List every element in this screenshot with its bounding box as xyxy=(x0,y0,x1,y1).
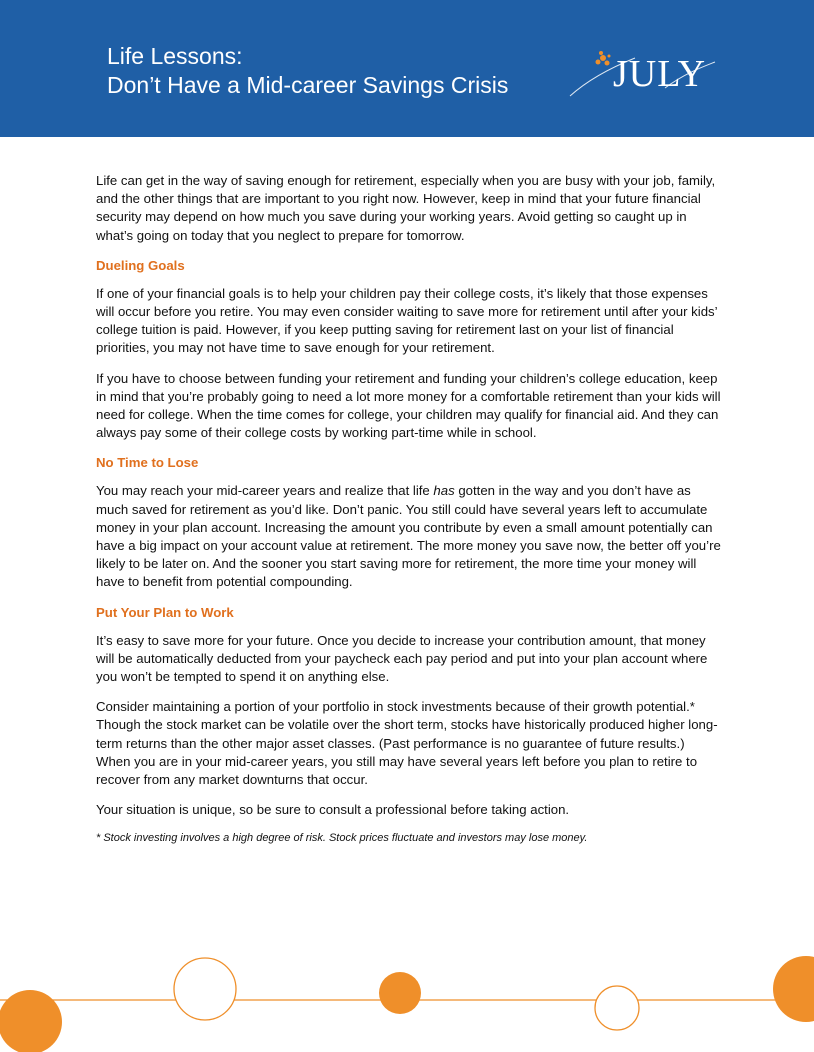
paragraph: It’s easy to save more for your future. Once you decide to increase your contribution amount, that money will be automatically deducted from your paycheck each pay period and put into your plan account where you won’t be tempted to spend it on anything else. xyxy=(96,632,708,685)
paragraph: Your situation is unique, so be sure to consult a professional before taking action. xyxy=(96,802,570,818)
paragraph: Consider maintaining a portion of your portfolio in stock investments because of their growth potential.* Though the stock market can be volatile over the short term, stocks have historically produced higher long-term returns than the other major asset classes. (Past performance is no guarantee of future results.) When you are in your mid-career years, you still may have several years left before you plan to retire to recover from any market downturns that occur. xyxy=(96,699,718,788)
header-banner xyxy=(0,0,814,137)
section-heading-put-your-plan-to-work: Put Your Plan to Work xyxy=(96,604,234,620)
paragraph xyxy=(96,482,722,591)
decoration-circle-outline xyxy=(174,958,236,1020)
footer-decoration xyxy=(0,950,814,1052)
footnote: * Stock investing involves a high degree of risk. Stock prices fluctuate and investors may lose money. xyxy=(96,832,588,845)
text-run: You may reach your mid-career years and realize that life xyxy=(96,483,434,499)
title-line-1: Life Lessons: xyxy=(107,43,243,69)
article-body xyxy=(96,172,722,858)
paragraph: If one of your financial goals is to help your children pay their college costs, it’s likely that those expenses will occur before you retire. You may even consider waiting to save more for retirement until after your kids’ college tuition is paid. However, if you keep putting saving for retirement last on your list of financial priorities, you may not have time to save enough for your retirement. xyxy=(96,285,718,356)
section-heading-no-time-to-lose: No Time to Lose xyxy=(96,455,199,471)
logo-wordmark: JULY xyxy=(613,53,707,95)
intro-paragraph: Life can get in the way of saving enough for retirement, especially when you are busy with your job, family, and the other things that are important to you right now. However, keep in mind that your future financial security may depend on how much you save during your working years. Avoid getting so caught up in what’s going on today that you neglect to prepare for tomorrow. xyxy=(96,173,716,243)
paragraph: If you have to choose between funding your retirement and funding your children’s college education, keep in mind that you’re probably going to need a lot more money for a comfortable retirement than your kids will need for college. When the time comes for college, your children may qualify for financial aid. And they can always pay some of their college costs by working part-time while in school. xyxy=(96,370,721,441)
decoration-circle-filled xyxy=(0,990,62,1052)
page-title xyxy=(107,42,508,100)
decoration-circle-filled xyxy=(773,956,814,1022)
decoration-circle-outline xyxy=(595,986,639,1030)
title-line-2: Don’t Have a Mid-career Savings Crisis xyxy=(107,72,509,98)
emphasis-text: has xyxy=(433,483,455,499)
july-logo xyxy=(565,38,725,108)
text-run: gotten in the way and you don’t have as much saved for retirement as you’d like. Don’t panic. You still could have several years left to accumulate money in your plan account. Increasing the amount you contribute by even a small amount potentially can have a big impact on your account value at retirement. The more money you save now, the better off you’re likely to be later on. And the sooner you start saving more for retirement, the more time your money will have to benefit from potential compounding. xyxy=(96,483,721,590)
section-heading-dueling-goals: Dueling Goals xyxy=(96,257,185,273)
decoration-circle-filled xyxy=(379,972,421,1014)
